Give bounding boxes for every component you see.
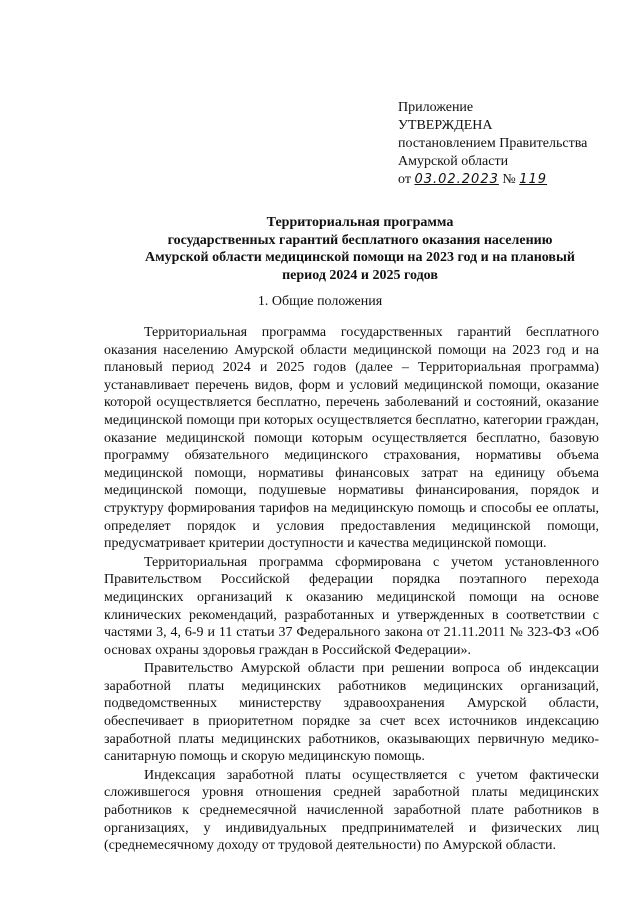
- date-prefix: от: [398, 172, 411, 187]
- paragraph: Правительство Амурской области при решении вопроса об индексации заработной платы медицинских работников медицинских организаций, подведомственных министерству здравоохранения Амурской области, обеспечивает в приоритетном порядке за счет всех источников индексацию заработной платы медицинских работников, оказывающих первичную медико-санитарную помощь и скорую медицинскую помощь.: [104, 661, 599, 765]
- approval-date: 03.02.2023: [414, 172, 499, 187]
- approval-approved: УТВЕРЖДЕНА: [398, 118, 493, 133]
- approval-region: Амурской области: [398, 154, 509, 169]
- document-title: [110, 214, 610, 284]
- approval-date-line: [398, 171, 628, 189]
- approval-number: 119: [519, 172, 548, 187]
- title-line-4: период 2024 и 2025 годов: [282, 267, 438, 283]
- section-heading: 1. Общие положения: [257, 294, 383, 309]
- title-line-3: Амурской области медицинской помощи на 2023 год и на плановый: [145, 250, 575, 265]
- title-line-2: государственных гарантий бесплатного оказания населению: [167, 232, 553, 248]
- approval-resolution: постановлением Правительства: [398, 136, 588, 151]
- paragraph: Территориальная программа государственных гарантий бесплатного оказания населению Амурской области медицинской помощи на 2023 год и на плановый период 2024 и 2025 годов (далее – Территориальная программа) устанавливает перечень видов, форм и условий медицинской помощи, оказание которой осуществляется бесплатно, перечень заболеваний и состояний, оказание медицинской помощи при которых осуществляется бесплатно, категории граждан, оказание медицинской помощи которым осуществляется бесплатно, базовую программу обязательного медицинского страхования, нормативы объема медицинской помощи, нормативы финансовых затрат на единицу объема медицинской помощи, подушевые нормативы финансирования, порядок и структуру формирования тарифов на медицинскую помощь и способы ее оплаты, определяет порядок и условия предоставления медицинской помощи, предусматривает критерии доступности и качества медицинской помощи.: [104, 325, 599, 552]
- paragraph: Территориальная программа сформирована с учетом установленного Правительством Российской федерации порядка поэтапного перехода медицинских организаций к оказанию медицинской помощи на основе клинических рекомендаций, разработанных и утвержденных в соответствии с частями 3, 4, 6-9 и 11 статьи 37 Федерального закона от 21.11.2011 № 323-ФЗ «Об основах охраны здоровья граждан в Российской Федерации».: [104, 554, 599, 658]
- approval-block: [398, 99, 628, 189]
- document-body: [104, 324, 599, 856]
- approval-appendix: Приложение: [398, 100, 474, 115]
- title-line-1: Территориальная программа: [266, 215, 454, 230]
- paragraph: Индексация заработной платы осуществляется с учетом фактически сложившегося уровня отношения средней заработной платы медицинских работников к среднемесячной начисленной заработной плате работников в организациях, у индивидуальных предпринимателей и физических лиц (среднемесячному доходу от трудовой деятельности) по Амурской области.: [104, 767, 599, 854]
- number-prefix: №: [502, 172, 516, 187]
